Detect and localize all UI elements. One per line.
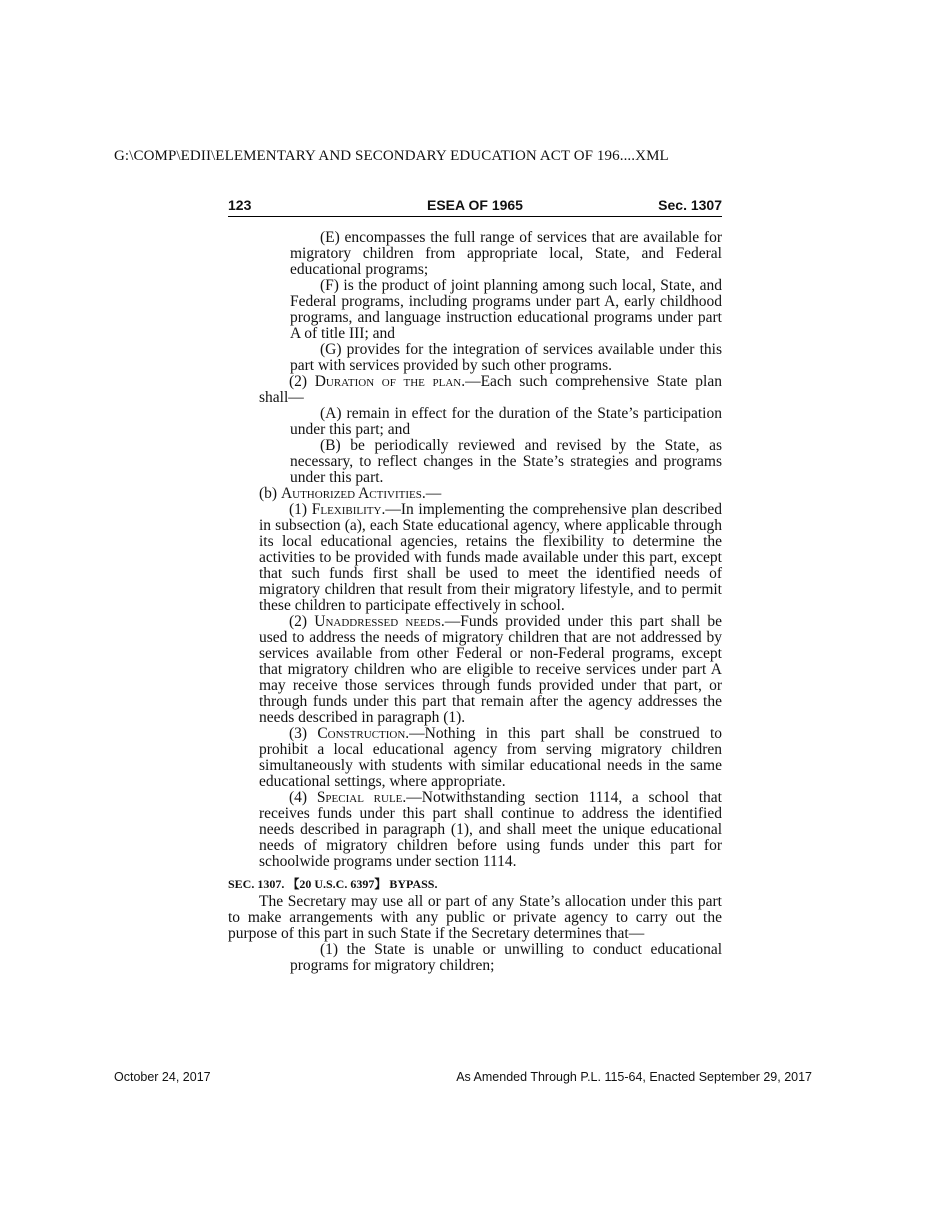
- paragraph-b4-number: (4): [289, 789, 308, 806]
- paragraph-2-number: (2): [289, 373, 308, 390]
- page-header-title: ESEA OF 1965: [427, 197, 523, 213]
- paragraph-b3-number: (3): [289, 725, 308, 742]
- paragraph-b4-text: —Notwithstanding section 1114, a school that receives funds under this part shall continue to address the identified needs described in paragraph (1), and shall meet the unique educational needs of migratory children before using funds under this part for schoolwide programs under section 1114.: [259, 789, 722, 870]
- document-body: [228, 230, 722, 974]
- paragraph-b4-special-rule: [228, 790, 722, 870]
- footer-amended-note: As Amended Through P.L. 115-64, Enacted September 29, 2017: [456, 1070, 812, 1084]
- paragraph-b2-heading: Unaddressed needs.: [314, 613, 445, 630]
- subsection-b-heading: [228, 486, 722, 502]
- clause-a: (A) remain in effect for the duration of the State’s participation under this part; and: [290, 405, 722, 438]
- paragraph-b1-flexibility: [228, 502, 722, 614]
- page-header-section: Sec. 1307: [658, 197, 722, 213]
- section-1307-heading: SEC. 1307. 【20 U.S.C. 6397】 BYPASS.: [228, 877, 438, 891]
- page-header: [228, 196, 722, 217]
- page-number: 123: [228, 197, 252, 213]
- clause-e: (E) encompasses the full range of services that are available for migratory children from appropriate local, State, and Federal educational programs;: [290, 229, 722, 278]
- paragraph-2-duration: [228, 374, 722, 406]
- paragraph-b1-text: —In implementing the comprehensive plan described in subsection (a), each State educational agency, where applicable through its local educational agencies, retains the flexibility to determine the activities to be provided with funds made available under this part, except that such funds first shall be used to meet the identified needs of migratory children that result from their migratory lifestyle, and to permit these children to participate effectively in school.: [259, 501, 722, 614]
- paragraph-2-heading: Duration of the plan.: [314, 373, 466, 390]
- footer-date: October 24, 2017: [114, 1070, 211, 1084]
- paragraph-b3-text: —Nothing in this part shall be construed to prohibit a local educational agency from serving migratory children simultaneously with students with similar educational needs in the same educational settings, where appropriate.: [259, 725, 723, 790]
- paragraph-2-text: —Each such comprehensive State plan shall—: [259, 373, 722, 406]
- paragraph-b4-heading: Special rule.: [316, 789, 407, 806]
- bypass-clause-1: (1) the State is unable or unwilling to conduct educational programs for migratory children;: [290, 941, 722, 974]
- subsection-b-title: Authorized Activities.: [280, 485, 426, 502]
- clause-f: (F) is the product of joint planning among such local, State, and Federal programs, including programs under part A, early childhood programs, and language instruction educational programs under part A of title III; and: [290, 277, 722, 342]
- paragraph-b2-text: —Funds provided under this part shall be used to address the needs of migratory children that are not addressed by services available from other Federal or non-Federal programs, except that migratory children who are eligible to receive services under part A may receive those services through funds provided under that part, or through funds under this part that remain after the agency addresses the needs described in paragraph (1).: [259, 613, 722, 726]
- file-path: G:\COMP\EDII\ELEMENTARY AND SECONDARY EDUCATION ACT OF 196....XML: [114, 148, 669, 164]
- paragraph-b3-heading: Construction.: [317, 725, 410, 742]
- paragraph-b1-number: (1): [289, 501, 308, 518]
- clause-b: (B) be periodically reviewed and revised by the State, as necessary, to reflect changes in the State’s strategies and programs under this part.: [290, 437, 722, 486]
- paragraph-b3-construction: [228, 726, 722, 790]
- paragraph-b1-heading: Flexibility.: [311, 501, 386, 518]
- paragraph-b2-unaddressed-needs: [228, 614, 722, 726]
- subsection-b-dash: —: [425, 485, 442, 502]
- bypass-paragraph: The Secretary may use all or part of any State’s allocation under this part to make arrangements with any public or private agency to carry out the purpose of this part in such State if the Secretary determines that—: [228, 893, 722, 942]
- paragraph-b2-number: (2): [289, 613, 308, 630]
- subsection-b-number: (b): [259, 485, 278, 502]
- clause-g: (G) provides for the integration of services available under this part with services provided by such other programs.: [290, 341, 722, 374]
